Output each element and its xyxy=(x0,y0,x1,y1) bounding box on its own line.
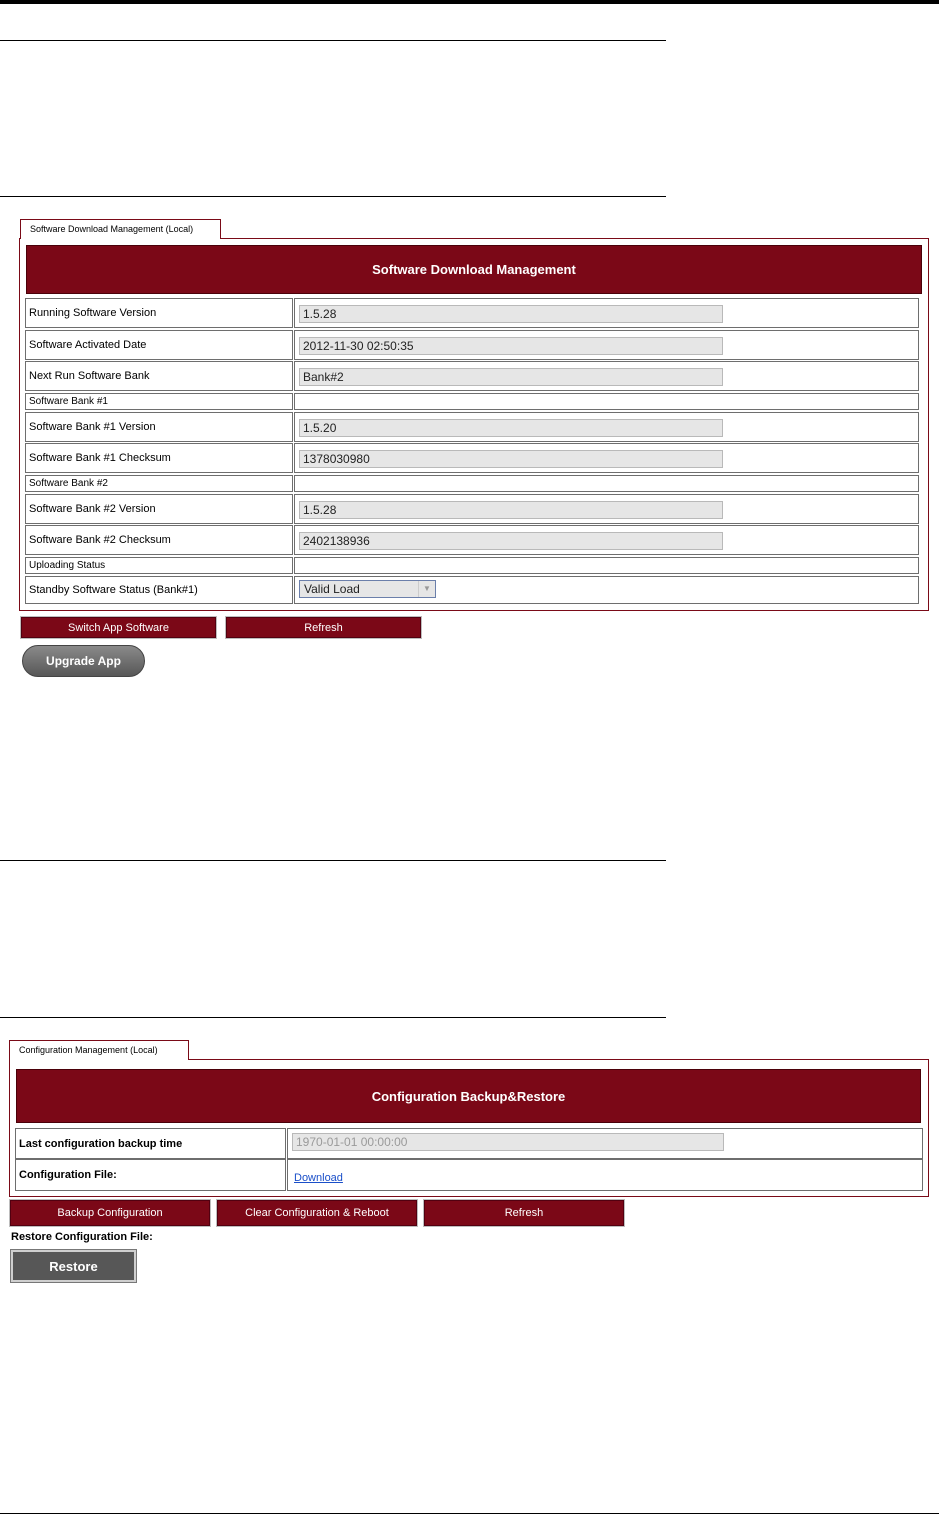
divider xyxy=(0,40,666,41)
chevron-down-icon[interactable]: ▼ xyxy=(418,581,435,597)
software-bank-2-checksum-cell xyxy=(294,525,919,555)
uploading-status-cell xyxy=(294,557,919,574)
software-bank-1-checksum-cell xyxy=(294,443,919,473)
standby-software-status-cell xyxy=(294,576,919,604)
refresh-button[interactable]: Refresh xyxy=(225,616,422,639)
backup-time-field: 1970-01-01 00:00:00 xyxy=(292,1133,724,1151)
software-activated-date-label: Software Activated Date xyxy=(25,330,293,360)
software-bank-2-version-cell xyxy=(294,494,919,524)
tab-configuration-management[interactable]: Configuration Management (Local) xyxy=(9,1040,189,1060)
backup-configuration-button[interactable]: Backup Configuration xyxy=(9,1199,211,1227)
backup-time-label: Last configuration backup time xyxy=(15,1128,286,1159)
page-bottom-rule xyxy=(0,1513,939,1514)
software-bank-1-checksum-label: Software Bank #1 Checksum xyxy=(25,443,293,473)
divider xyxy=(0,860,666,861)
standby-software-status-selected-value: Valid Load xyxy=(304,582,360,596)
standby-software-status-select[interactable] xyxy=(299,580,436,598)
tab-software-download[interactable]: Software Download Management (Local) xyxy=(20,219,221,239)
uploading-status-label: Uploading Status xyxy=(25,557,293,574)
clear-configuration-reboot-button[interactable]: Clear Configuration & Reboot xyxy=(216,1199,418,1227)
upgrade-app-button[interactable]: Upgrade App xyxy=(22,645,145,677)
software-bank-1-checksum-field: 1378030980 xyxy=(299,450,723,468)
software-activated-date-field: 2012-11-30 02:50:35 xyxy=(299,337,723,355)
software-bank-1-version-label: Software Bank #1 Version xyxy=(25,412,293,442)
running-software-version-label: Running Software Version xyxy=(25,298,293,328)
config-file-cell xyxy=(287,1159,923,1191)
divider xyxy=(0,196,666,197)
software-bank-1-version-field: 1.5.20 xyxy=(299,419,723,437)
software-bank-1-cell xyxy=(294,393,919,410)
running-software-version-cell xyxy=(294,298,919,328)
backup-time-cell xyxy=(287,1128,923,1159)
switch-app-software-button[interactable]: Switch App Software xyxy=(20,616,217,639)
software-bank-2-checksum-field: 2402138936 xyxy=(299,532,723,550)
running-software-version-field: 1.5.28 xyxy=(299,305,723,323)
software-activated-date-cell xyxy=(294,330,919,360)
software-banner-title: Software Download Management xyxy=(26,245,922,294)
software-bank-2-version-field: 1.5.28 xyxy=(299,501,723,519)
divider xyxy=(0,1017,666,1018)
config-banner-title: Configuration Backup&Restore xyxy=(16,1069,921,1123)
next-run-software-bank-label: Next Run Software Bank xyxy=(25,361,293,391)
software-bank-2-cell xyxy=(294,475,919,492)
software-bank-1-label: Software Bank #1 xyxy=(25,393,293,410)
software-bank-2-label: Software Bank #2 xyxy=(25,475,293,492)
config-file-label: Configuration File: xyxy=(15,1159,286,1191)
next-run-software-bank-cell xyxy=(294,361,919,391)
restore-file-label: Restore Configuration File: xyxy=(11,1231,153,1243)
config-refresh-button[interactable]: Refresh xyxy=(423,1199,625,1227)
next-run-software-bank-field: Bank#2 xyxy=(299,368,723,386)
restore-button[interactable]: Restore xyxy=(11,1250,136,1282)
software-bank-2-checksum-label: Software Bank #2 Checksum xyxy=(25,525,293,555)
software-bank-1-version-cell xyxy=(294,412,919,442)
standby-software-status-label: Standby Software Status (Bank#1) xyxy=(25,576,293,604)
software-bank-2-version-label: Software Bank #2 Version xyxy=(25,494,293,524)
page-top-border xyxy=(0,0,939,4)
download-link[interactable]: Download xyxy=(294,1172,343,1184)
